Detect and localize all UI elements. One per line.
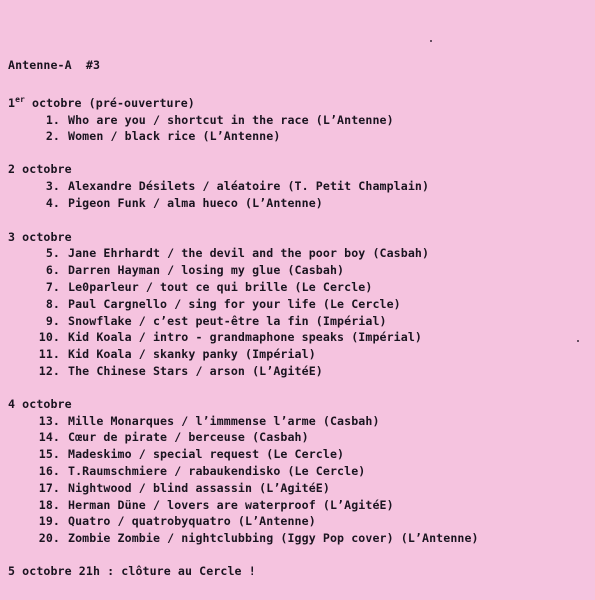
track-text: Kid Koala / intro - grandmaphone speaks (Impérial) — [68, 330, 423, 345]
track-item — [8, 245, 588, 262]
track-number: 17. — [38, 480, 60, 495]
track-number: 19. — [38, 514, 60, 529]
track-item — [8, 346, 588, 363]
track-text: Paul Cargnello / sing for your life (Le Cercle) — [68, 296, 401, 311]
track-item — [8, 480, 588, 497]
track-item — [8, 413, 588, 430]
track-item — [8, 363, 588, 380]
track-item — [8, 128, 588, 145]
track-list — [8, 112, 588, 146]
day-heading: 4 octobre — [8, 396, 72, 411]
track-number: 20. — [38, 531, 60, 546]
day-block — [8, 95, 588, 145]
track-text: Alexandre Désilets / aléatoire (T. Petit Champlain) — [68, 178, 430, 193]
track-item — [8, 463, 588, 480]
day-block — [8, 161, 588, 211]
paper-speck — [430, 40, 432, 42]
track-text: Herman Düne / lovers are waterproof (L’AgitéE) — [68, 497, 394, 512]
track-text: Zombie Zombie / nightclubbing (Iggy Pop cover) (L’Antenne) — [68, 531, 479, 546]
track-item — [8, 530, 588, 547]
track-item — [8, 446, 588, 463]
track-text: Jane Ehrhardt / the devil and the poor boy (Casbah) — [68, 246, 430, 261]
track-text: Cœur de pirate / berceuse (Casbah) — [68, 430, 309, 445]
day-block — [8, 229, 588, 380]
track-text: Who are you / shortcut in the race (L’Antenne) — [68, 112, 394, 127]
track-item — [8, 329, 588, 346]
track-number: 6. — [45, 263, 60, 278]
track-number: 1. — [45, 112, 60, 127]
day-heading: 3 octobre — [8, 229, 72, 244]
track-number: 15. — [38, 447, 60, 462]
track-text: Mille Monarques / l’immmense l’arme (Casbah) — [68, 413, 380, 428]
track-text: Snowflake / c’est peut-être la fin (Impérial) — [68, 313, 387, 328]
track-number: 7. — [45, 279, 60, 294]
track-number: 5. — [45, 246, 60, 261]
track-list — [8, 245, 588, 379]
day-heading — [8, 95, 588, 112]
track-number: 14. — [38, 430, 60, 445]
track-text: Women / black rice (L’Antenne) — [68, 129, 281, 144]
track-text: T.Raumschmiere / rabaukendisko (Le Cercle) — [68, 463, 366, 478]
track-number: 10. — [38, 330, 60, 345]
track-number: 11. — [38, 347, 60, 362]
track-number: 4. — [45, 195, 60, 210]
track-text: Madeskimo / special request (Le Cercle) — [68, 447, 345, 462]
track-number: 2. — [45, 129, 60, 144]
closing-note: 5 octobre 21h : clôture au Cercle ! — [8, 563, 256, 578]
track-text: Quatro / quatrobyquatro (L’Antenne) — [68, 514, 316, 529]
day-list — [8, 95, 588, 547]
track-number: 13. — [38, 413, 60, 428]
track-item — [8, 279, 588, 296]
track-item — [8, 429, 588, 446]
track-number: 16. — [38, 463, 60, 478]
track-item — [8, 195, 588, 212]
track-number: 8. — [45, 296, 60, 311]
track-list — [8, 178, 588, 212]
track-text: The Chinese Stars / arson (L’AgitéE) — [68, 363, 323, 378]
track-number: 12. — [38, 363, 60, 378]
day-block — [8, 396, 588, 547]
track-item — [8, 513, 588, 530]
day-heading-rest: octobre (pré-ouverture) — [24, 95, 195, 110]
track-number: 18. — [38, 497, 60, 512]
track-item — [8, 497, 588, 514]
track-text: Le0parleur / tout ce qui brille (Le Cercle) — [68, 279, 373, 294]
tracklist-document — [8, 57, 588, 580]
track-number: 9. — [45, 313, 60, 328]
track-text: Pigeon Funk / alma hueco (L’Antenne) — [68, 195, 323, 210]
track-number: 3. — [45, 178, 60, 193]
day-heading: 2 octobre — [8, 162, 72, 177]
track-item — [8, 178, 588, 195]
track-text: Nightwood / blind assassin (L’AgitéE) — [68, 480, 330, 495]
track-item — [8, 112, 588, 129]
day-ordinal: er — [15, 94, 25, 104]
track-item — [8, 296, 588, 313]
track-text: Darren Hayman / losing my glue (Casbah) — [68, 263, 345, 278]
day-number: 1 — [8, 95, 16, 110]
track-item — [8, 313, 588, 330]
track-item — [8, 262, 588, 279]
track-text: Kid Koala / skanky panky (Impérial) — [68, 347, 316, 362]
track-list — [8, 413, 588, 547]
document-title: Antenne-A #3 — [8, 58, 101, 72]
